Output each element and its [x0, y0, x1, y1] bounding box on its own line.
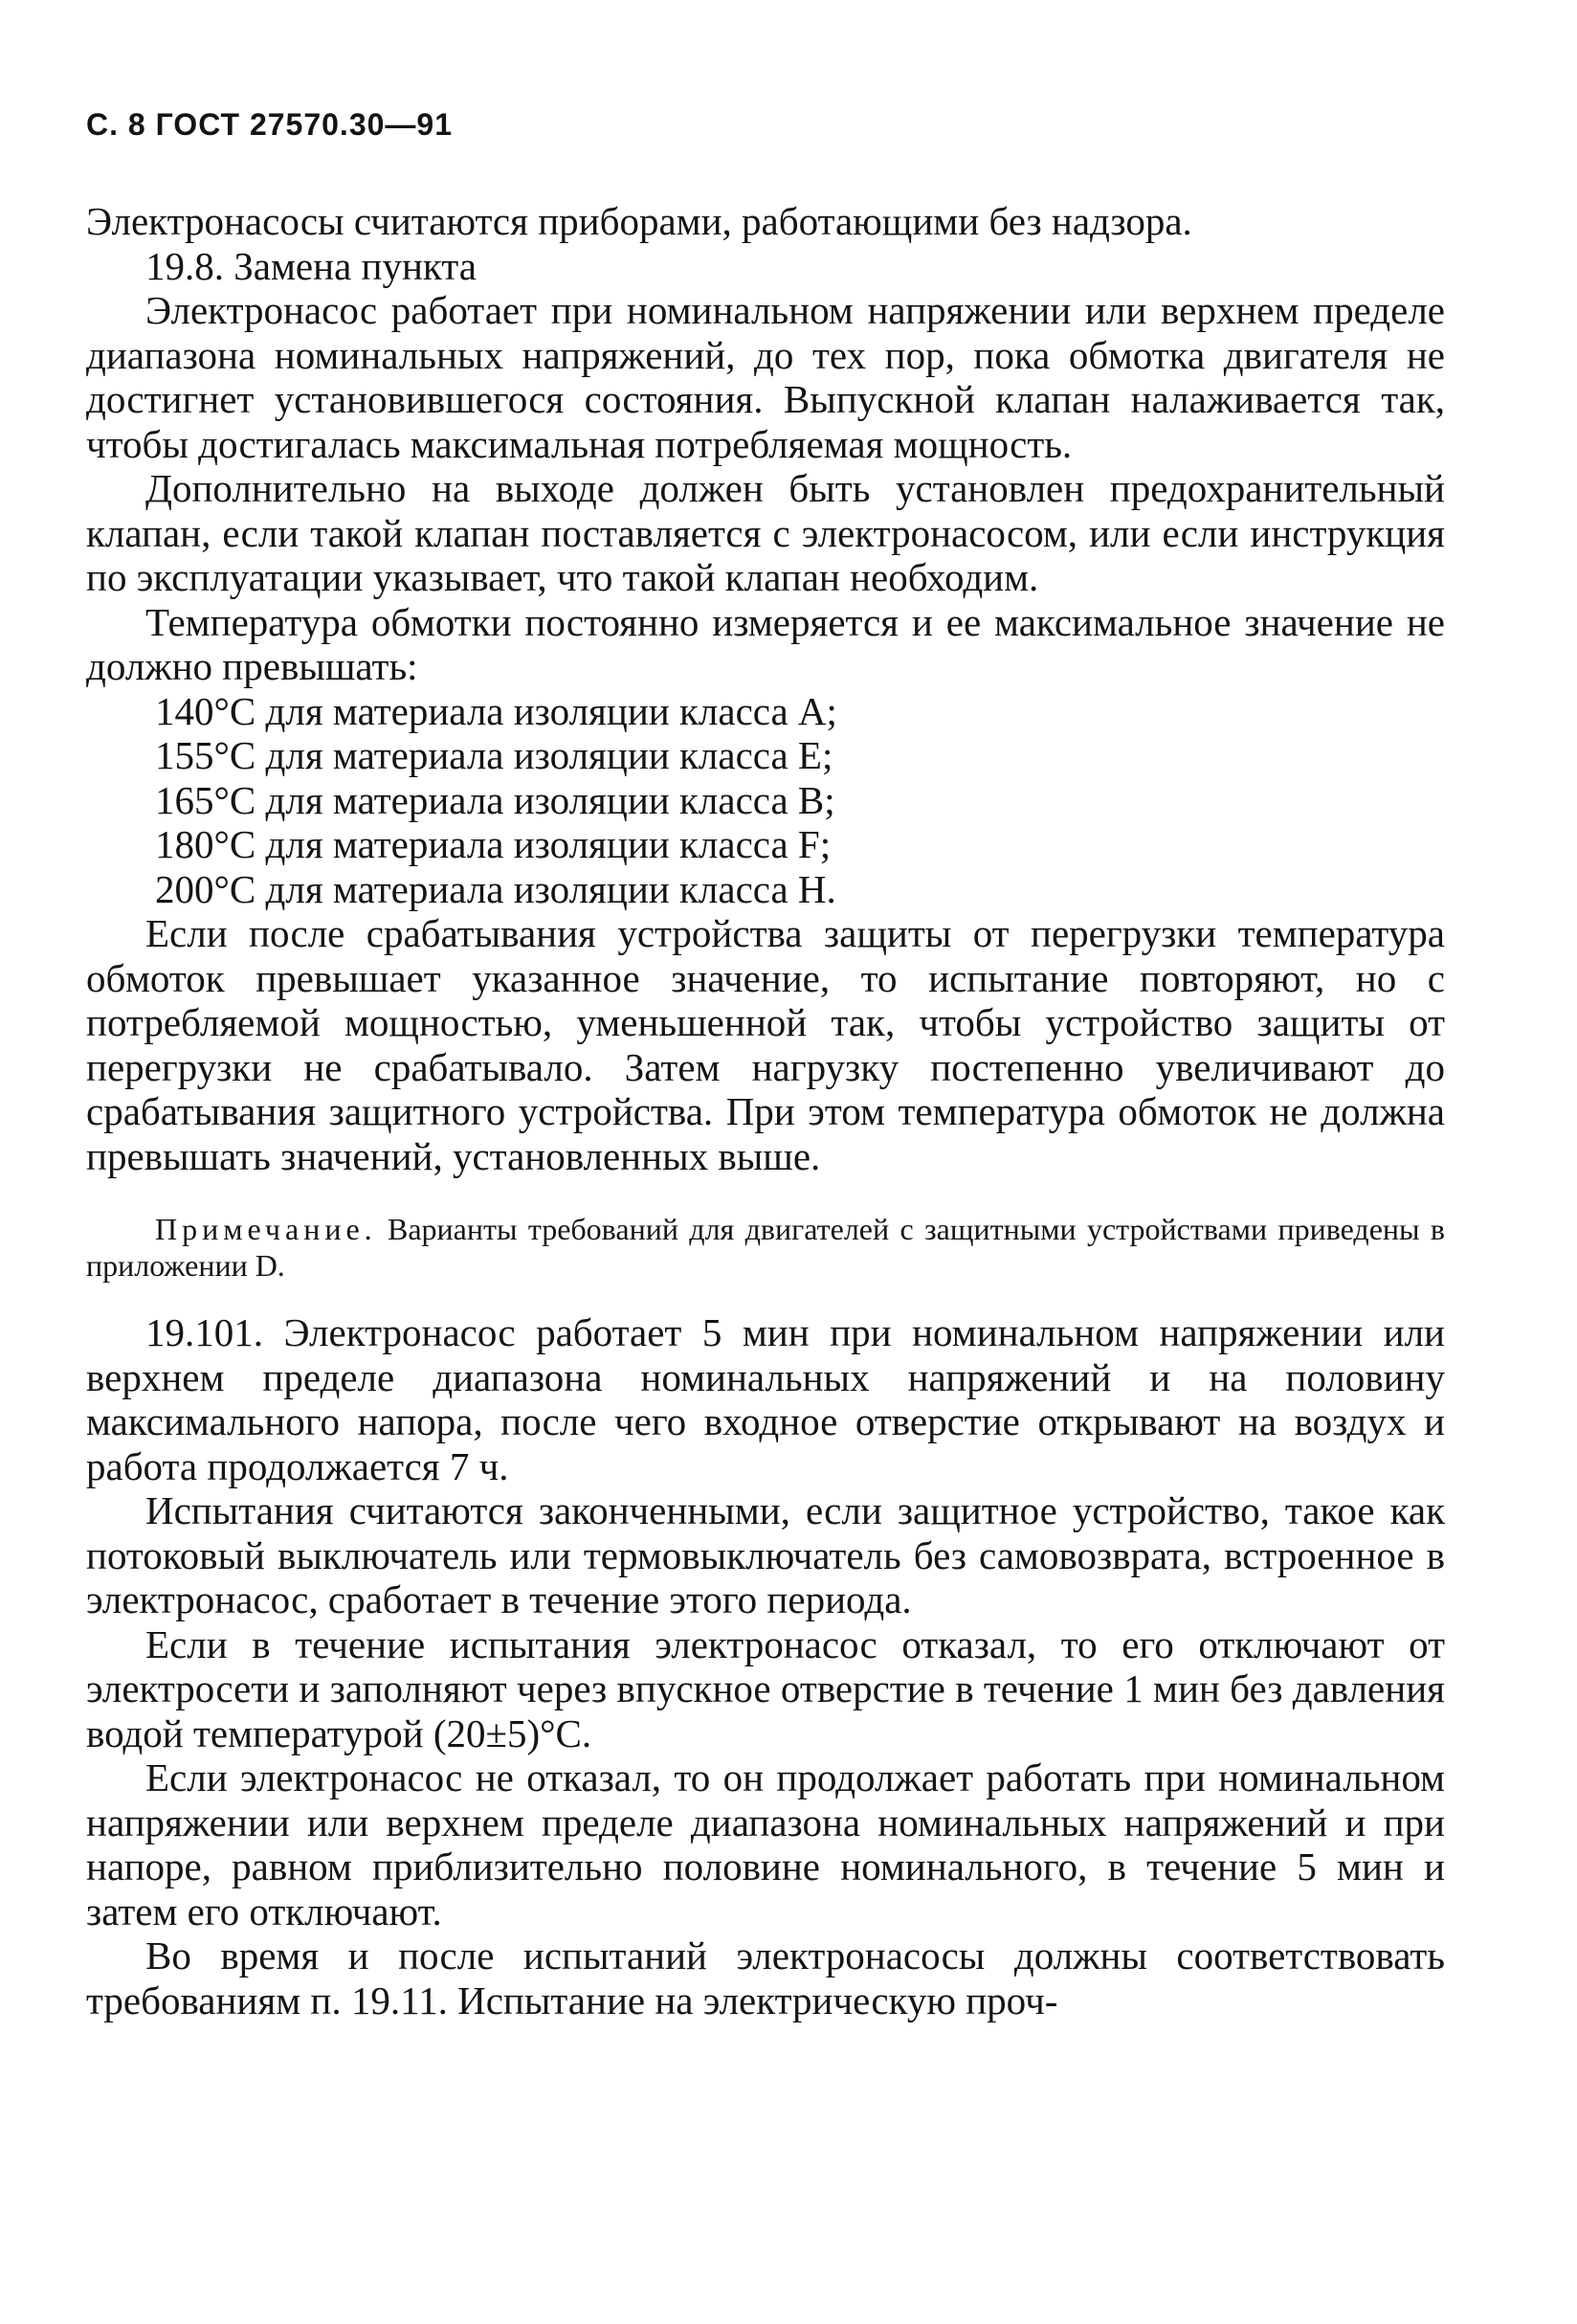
- list-item: 180°С для материала изоляции класса F;: [155, 822, 832, 866]
- list-item: 155°С для материала изоляции класса Е;: [155, 733, 833, 777]
- paragraph: Температура обмотки постоянно измеряется и ее максимальное значение не должно превышать:: [86, 599, 1445, 688]
- paragraph: 19.101. Электронасос работает 5 мин при номинальном напряжении или верхнем пределе диапазона номинальных напряжений и на половину максимального напора, после чего входное отверстие открывают на воздух и работа продолжается 7 ч.: [86, 1310, 1445, 1488]
- paragraph: Если после срабатывания устройства защиты от перегрузки температура обмоток превышает указанное значение, то испытание повторяют, но с потребляемой мощностью, уменьшенной так, чтобы устройство защиты от перегрузки не срабатывало. Затем нагрузку постепенно увеличивают до срабатывания защитного устройства. При этом температура обмоток не должна превышать значений, установленных выше.: [86, 911, 1445, 1178]
- temperature-list: [86, 689, 1445, 912]
- paragraph: Во время и после испытаний электронасосы должны соответствовать требованиям п. 19.11. Испытание на электрическую проч-: [86, 1933, 1445, 2022]
- paragraph: Если в течение испытания электронасос отказал, то его отключают от электросети и заполняют через впускное отверстие в течение 1 мин без давления водой температурой (20±5)°С.: [86, 1621, 1445, 1755]
- paragraph: Электронасос работает при номинальном напряжении или верхнем пределе диапазона номинальных напряжений, до тех пор, пока обмотка двигателя не достигнет установившегося состояния. Выпускной клапан налаживается так, чтобы достигалась максимальная потребляемая мощность.: [86, 288, 1445, 466]
- note: [86, 1211, 1445, 1284]
- section-heading: 19.8. Замена пункта: [145, 243, 477, 288]
- paragraph: Дополнительно на выходе должен быть установлен предохранительный клапан, если такой клапан поставляется с электронасосом, или если инструкция по эксплуатации указывает, что такой клапан необходим.: [86, 466, 1445, 599]
- note-text: Варианты требований для двигателей с защитными устройствами приведены в приложении D.: [86, 1212, 1445, 1283]
- note-label: Примечание.: [155, 1212, 377, 1246]
- paragraph: Если электронасос не отказал, то он продолжает работать при номинальном напряжении или верхнем пределе диапазона номинальных напряжений и при напоре, равном приблизительно половине номинального, в течение 5 мин и затем его отключают.: [86, 1755, 1445, 1933]
- list-item: 140°С для материала изоляции класса А;: [155, 688, 837, 733]
- document-page: [86, 105, 1445, 2022]
- page-header: С. 8 ГОСТ 27570.30—91: [86, 107, 453, 142]
- paragraph: Испытания считаются законченными, если защитное устройство, такое как потоковый выключатель или термовыключатель без самовозврата, встроенное в электронасос, сработает в течение этого периода.: [86, 1488, 1445, 1621]
- paragraph: Электронасосы считаются приборами, работающими без надзора.: [86, 199, 1192, 243]
- list-item: 165°С для материала изоляции класса В;: [155, 777, 835, 822]
- list-item: 200°С для материала изоляции класса Н.: [155, 866, 836, 911]
